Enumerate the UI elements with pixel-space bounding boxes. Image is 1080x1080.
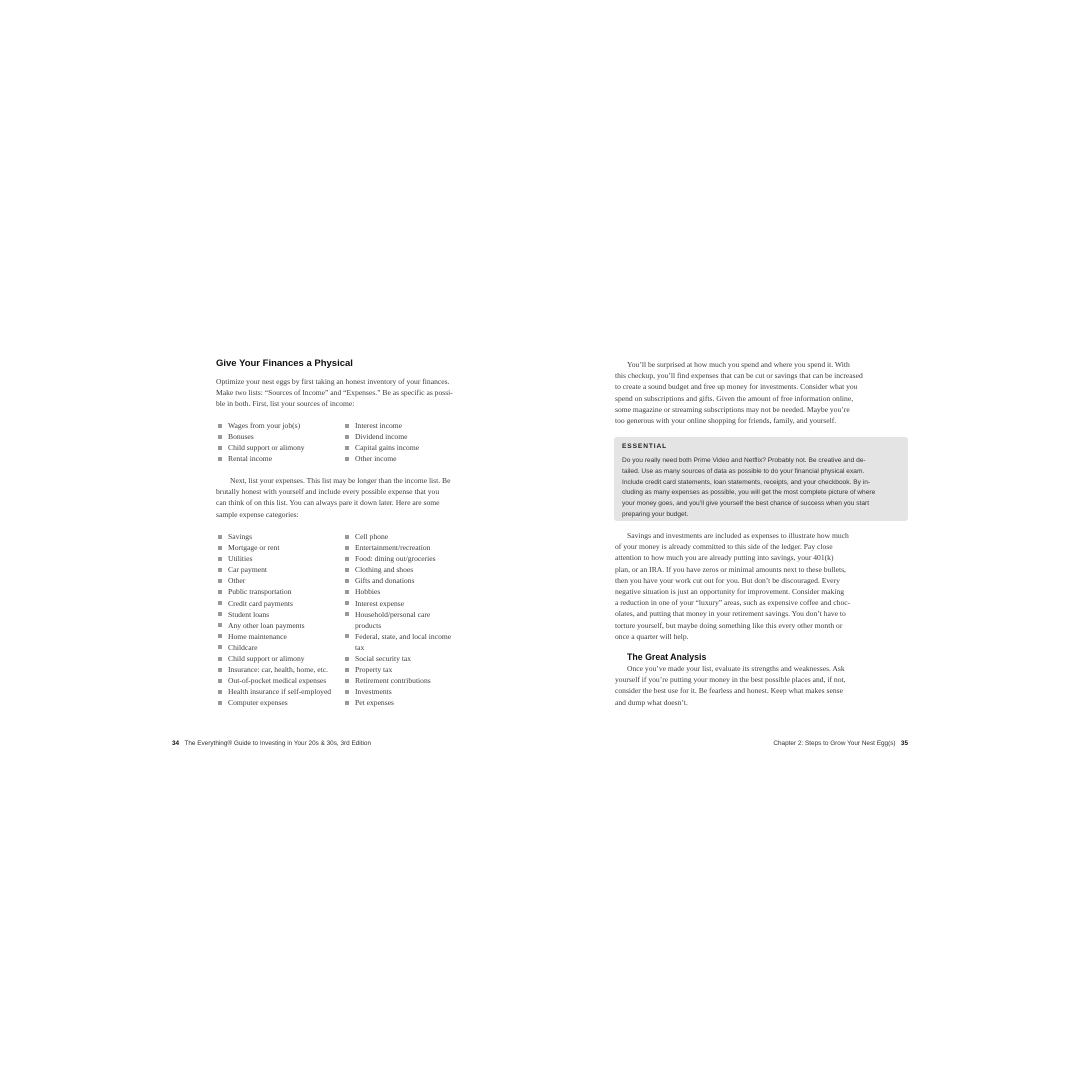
bullet-square-icon	[218, 679, 222, 683]
list-item: Child support or alimony	[216, 653, 341, 664]
bullet-square-icon	[218, 668, 222, 672]
bullet-square-icon	[218, 546, 222, 550]
list-item: Child support or alimony	[216, 442, 341, 453]
text-line: Include credit card statements, loan statements, receipts, and your checkbook. By in-	[622, 478, 871, 486]
bullet-square-icon	[345, 590, 349, 594]
book-title: The Everything® Guide to Investing in Your 20s & 30s, 3rd Edition	[184, 740, 372, 747]
list-item: Wages from your job(s)	[216, 420, 341, 431]
bullet-square-icon	[345, 701, 349, 705]
text-line: Savings and investments are included as expenses to illustrate how much	[627, 531, 849, 540]
text-line: once a quarter will help.	[615, 631, 689, 641]
bullet-square-icon	[345, 435, 349, 439]
bullet-square-icon	[218, 612, 222, 616]
text-line: You’ll be surprised at how much you spend and where you spend it. With	[627, 360, 850, 369]
left-footer	[172, 740, 371, 747]
text-line: your money goes, and you’ll give yourself the best chance of success when you start	[622, 500, 870, 508]
expense-list-col1	[216, 531, 341, 709]
list-item: Computer expenses	[216, 697, 341, 708]
bullet-square-icon	[345, 446, 349, 450]
bullet-square-icon	[218, 657, 222, 661]
list-item: Retirement contributions	[343, 675, 478, 686]
expenses-intro-paragraph	[216, 475, 478, 520]
right-intro-paragraph	[615, 359, 910, 426]
list-item: Dividend income	[343, 431, 473, 442]
list-item: Household/personal care products	[343, 609, 478, 631]
list-item: Utilities	[216, 553, 341, 564]
bullet-square-icon	[218, 623, 222, 627]
text-line: Do you really need both Prime Video and Netflix? Probably not. Be creative and de-	[622, 457, 866, 464]
list-item: Property tax	[343, 664, 478, 675]
text-line: of your money is already committed to this side of the ledger. Pay close	[615, 542, 833, 552]
text-line: Optimize your nest eggs by first taking an honest inventory of your finances.	[216, 377, 450, 386]
bullet-square-icon	[218, 457, 222, 461]
text-line: ble in both. First, list your sources of income:	[216, 399, 355, 409]
bullet-square-icon	[218, 568, 222, 572]
text-line: then you have your work cut out for you. But don’t be discouraged. Every	[615, 575, 840, 585]
list-item: Student loans	[216, 609, 341, 620]
essential-title: ESSENTIAL	[622, 443, 668, 450]
bullet-square-icon	[218, 446, 222, 450]
analysis-paragraph	[615, 663, 910, 708]
bullet-square-icon	[218, 535, 222, 539]
text-line: cluding as many expenses as possible, you will get the most complete picture of where	[622, 489, 876, 497]
list-item: Interest income	[343, 420, 473, 431]
text-line: attention to how much you are already putting into savings, your 401(k)	[615, 553, 834, 563]
list-item: Food: dining out/groceries	[343, 553, 478, 564]
text-line: sample expense categories:	[216, 509, 299, 519]
list-item: Gifts and donations	[343, 575, 478, 586]
bullet-square-icon	[345, 657, 349, 661]
text-line: yourself if you’re putting your money in the best possible places and, if not,	[615, 675, 846, 685]
bullet-square-icon	[345, 690, 349, 694]
list-item: Other	[216, 575, 341, 586]
list-item: Pet expenses	[343, 697, 478, 708]
page-number-right: 35	[900, 740, 908, 747]
text-line: negative situation is just an opportunity for improvement. Consider making	[615, 587, 845, 597]
list-item: Bonuses	[216, 431, 341, 442]
subheading-great-analysis: The Great Analysis	[627, 652, 707, 662]
text-line: some magazine or streaming subscriptions may not be needed. Maybe you’re	[615, 404, 850, 414]
bullet-square-icon	[218, 601, 222, 605]
bullet-square-icon	[218, 634, 222, 638]
text-line: tailed. Use as many sources of data as possible to do your financial physical exam.	[622, 467, 865, 475]
list-item: Credit card payments	[216, 598, 341, 609]
text-line: spend on subscriptions and gifts. Given the amount of free information online,	[615, 393, 854, 403]
list-item: Savings	[216, 531, 341, 542]
chapter-title: Chapter 2: Steps to Grow Your Nest Egg(s)	[773, 740, 896, 747]
list-item: Health insurance if self-employed	[216, 686, 341, 697]
section-heading-finances-physical: Give Your Finances a Physical	[216, 358, 353, 369]
text-line: plan, or an IRA. If you have zeros or minimal amounts next to these bullets,	[615, 564, 846, 574]
text-line: brutally honest with yourself and include every possible expense that you	[216, 487, 440, 497]
bullet-square-icon	[218, 645, 222, 649]
list-item: Federal, state, and local income tax	[343, 631, 478, 653]
bullet-square-icon	[345, 612, 349, 616]
list-item: Cell phone	[343, 531, 478, 542]
bullet-square-icon	[345, 634, 349, 638]
list-item: Interest expense	[343, 598, 478, 609]
list-item: Rental income	[216, 453, 341, 464]
list-item: Home maintenance	[216, 631, 341, 642]
list-item: Capital gains income	[343, 442, 473, 453]
text-line: can think of on this list. You can always pare it down later. Here are some	[216, 498, 440, 508]
text-line: to create a sound budget and free up money for investments. Consider what you	[615, 382, 858, 392]
bullet-square-icon	[218, 690, 222, 694]
bullet-square-icon	[345, 568, 349, 572]
bullet-square-icon	[218, 435, 222, 439]
savings-paragraph	[615, 530, 910, 642]
bullet-square-icon	[345, 546, 349, 550]
list-item: Any other loan payments	[216, 620, 341, 631]
list-item: Clothing and shoes	[343, 564, 478, 575]
list-item: Mortgage or rent	[216, 542, 341, 553]
list-item: Public transportation	[216, 586, 341, 597]
list-item: Entertainment/recreation	[343, 542, 478, 553]
bullet-square-icon	[345, 557, 349, 561]
income-list-col2	[343, 420, 473, 464]
expense-list-col2	[343, 531, 478, 709]
text-line: Once you’ve made your list, evaluate its strengths and weaknesses. Ask	[627, 664, 845, 673]
list-item: Investments	[343, 686, 478, 697]
bullet-square-icon	[345, 679, 349, 683]
text-line: too generous with your online shopping for friends, family, and yourself.	[615, 416, 837, 426]
bullet-square-icon	[218, 424, 222, 428]
right-footer	[773, 740, 908, 747]
text-line: Make two lists: “Sources of Income” and “Expenses.” Be as specific as possi-	[216, 388, 453, 398]
bullet-square-icon	[218, 579, 222, 583]
bullet-square-icon	[218, 590, 222, 594]
bullet-square-icon	[345, 535, 349, 539]
text-line: olates, and putting that money in your retirement savings. You don’t have to	[615, 609, 846, 619]
list-item: Insurance: car, health, home, etc.	[216, 664, 341, 675]
bullet-square-icon	[218, 557, 222, 561]
bullet-square-icon	[345, 457, 349, 461]
text-line: torture yourself, but maybe doing something like this every other month or	[615, 620, 843, 630]
text-line: consider the best use for it. Be fearless and honest. Keep what makes sense	[615, 686, 843, 696]
income-list-col1	[216, 420, 341, 464]
bullet-square-icon	[345, 668, 349, 672]
text-line: a reduction in one of your “luxury” areas, such as expensive coffee and choc-	[615, 598, 851, 608]
list-item: Childcare	[216, 642, 341, 653]
list-item: Hobbies	[343, 586, 478, 597]
bullet-square-icon	[345, 579, 349, 583]
bullet-square-icon	[218, 701, 222, 705]
list-item: Social security tax	[343, 653, 478, 664]
essential-text	[622, 456, 904, 521]
text-line: Next, list your expenses. This list may be longer than the income list. Be	[230, 476, 451, 485]
list-item: Out-of-pocket medical expenses	[216, 675, 341, 686]
page-number-left: 34	[172, 740, 180, 747]
intro-paragraph	[216, 376, 476, 410]
bullet-square-icon	[345, 424, 349, 428]
list-item: Other income	[343, 453, 473, 464]
bullet-square-icon	[345, 601, 349, 605]
text-line: and dump what doesn’t.	[615, 697, 688, 707]
essential-callout	[614, 437, 908, 521]
list-item: Car payment	[216, 564, 341, 575]
text-line: this checkup, you’ll find expenses that can be cut or savings that can be increased	[615, 371, 863, 381]
text-line: preparing your budget.	[622, 510, 689, 518]
